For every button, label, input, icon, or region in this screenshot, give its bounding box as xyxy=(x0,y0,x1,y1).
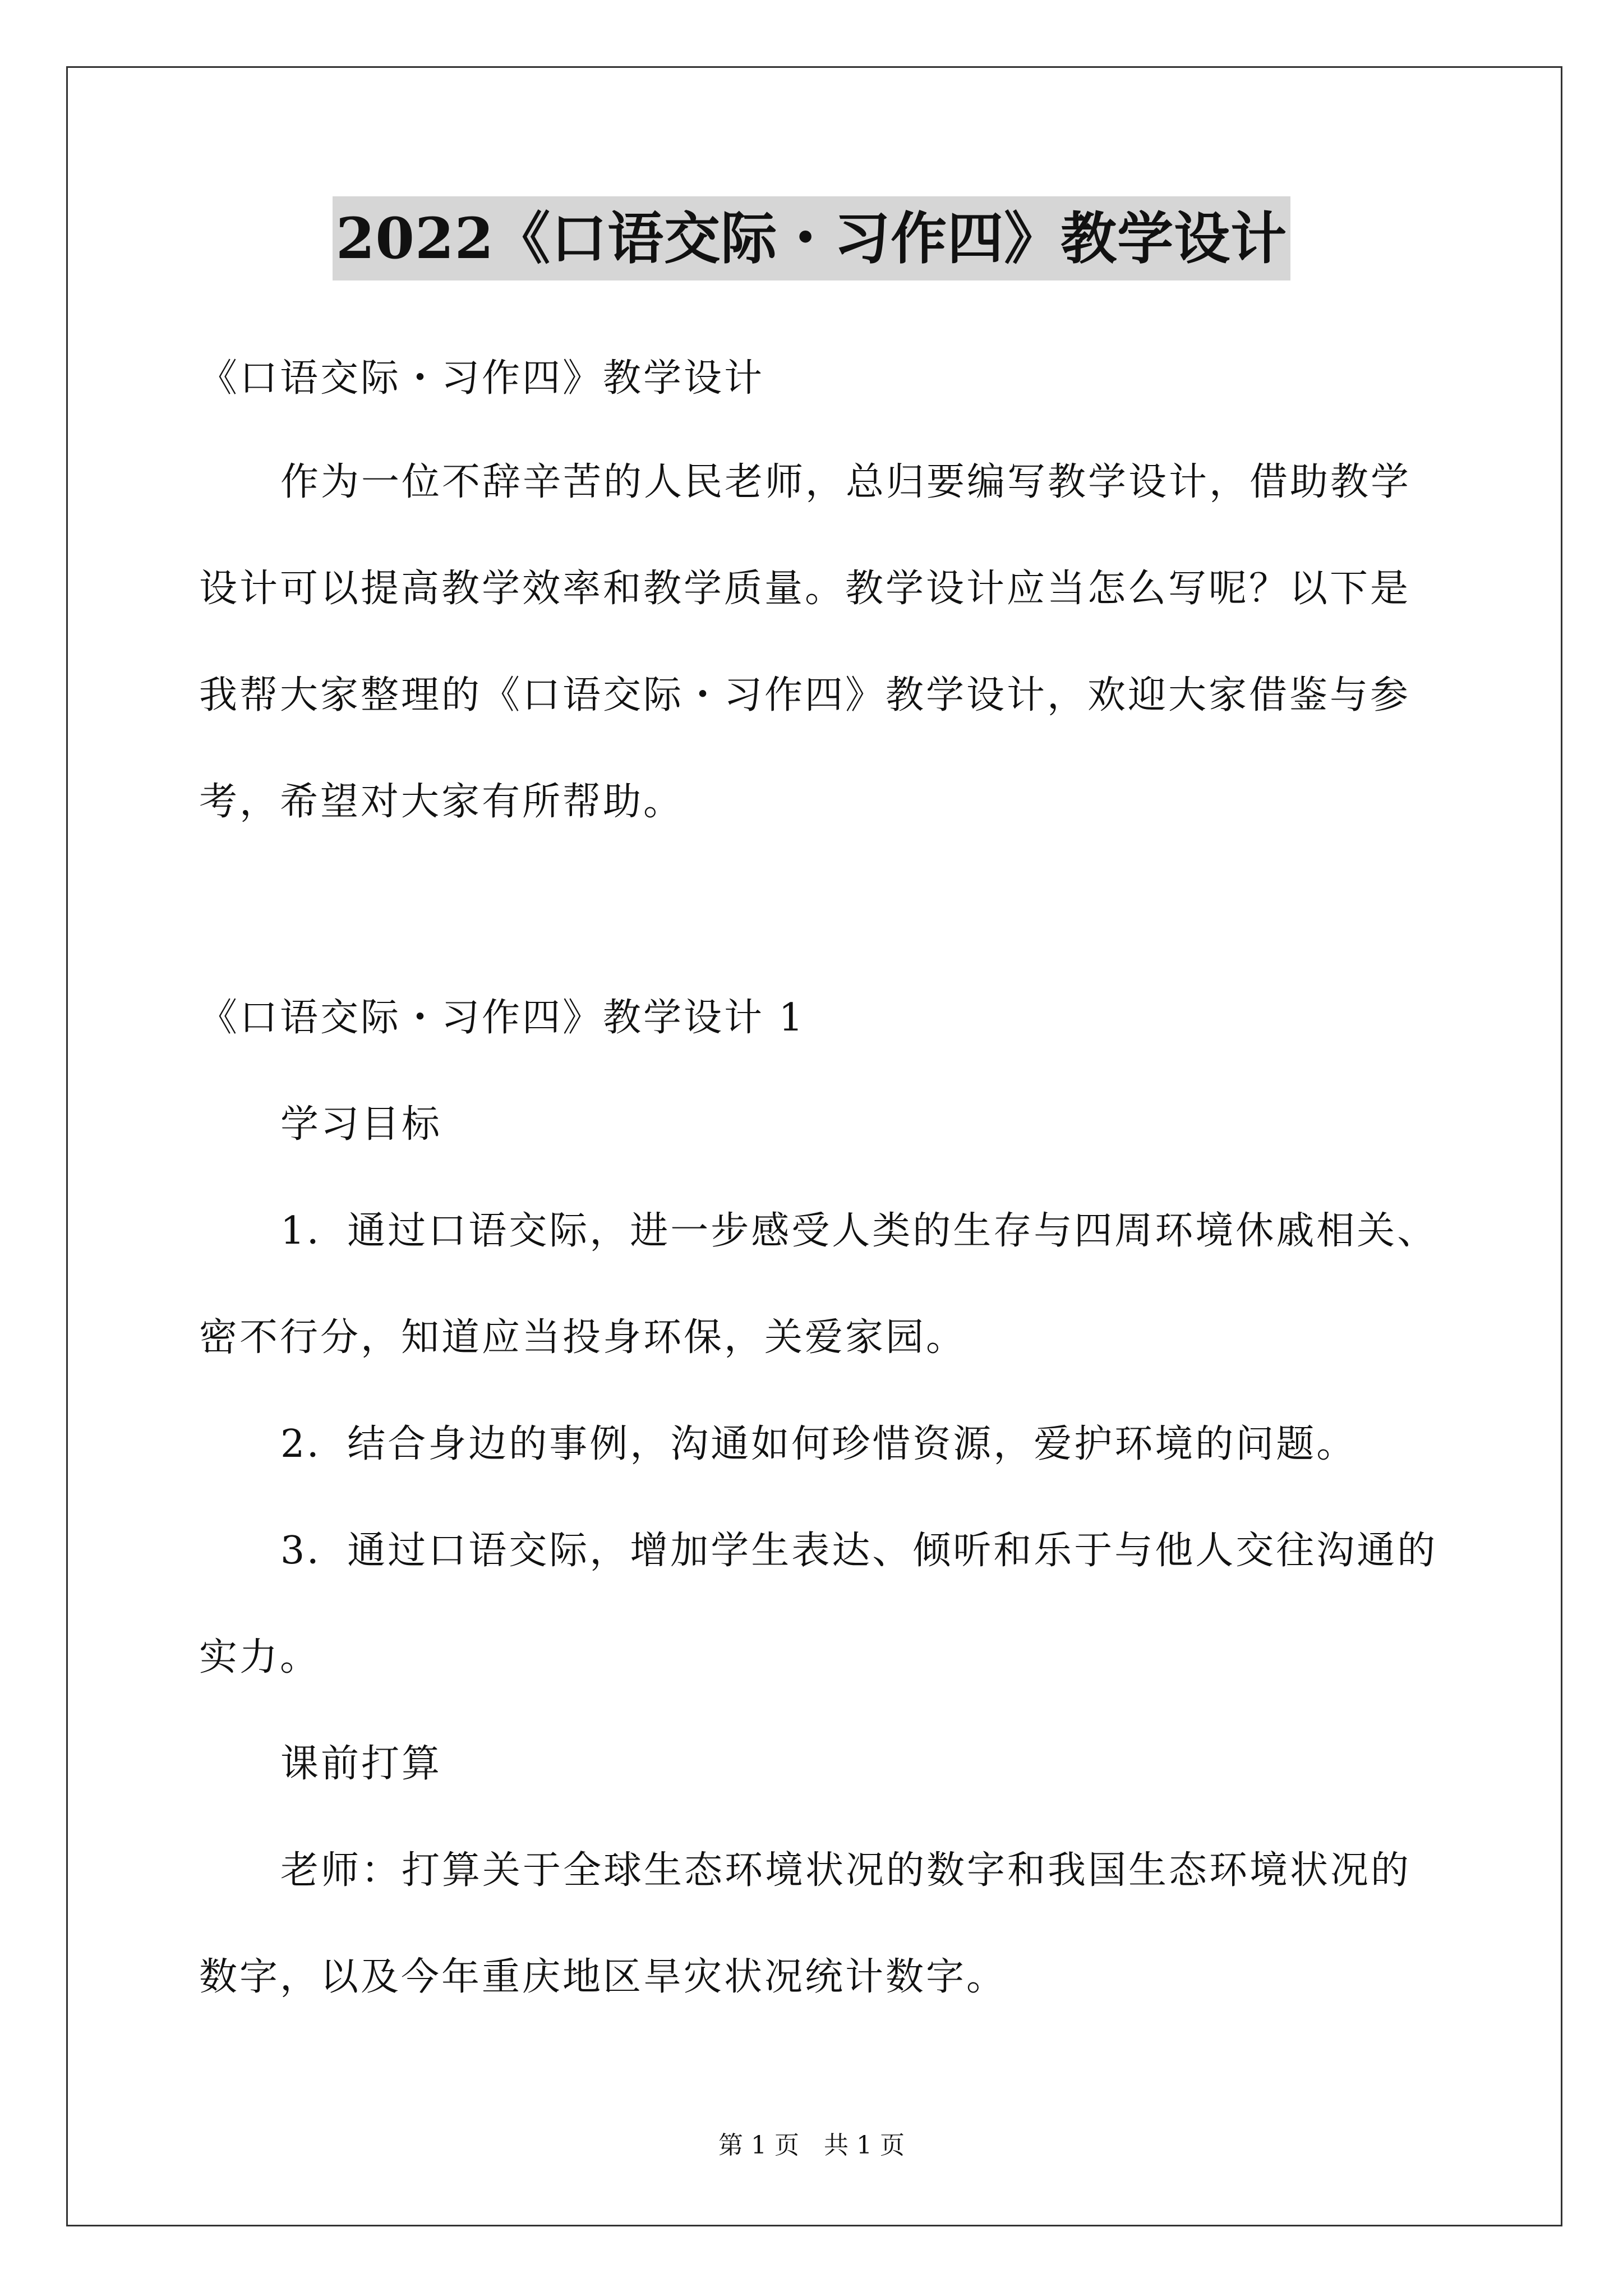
page-footer: 第 1 页 共 1 页 xyxy=(718,2131,905,2160)
list-item-line: 密不行分，知道应当投身环保，关爱家园。 xyxy=(199,1315,967,1360)
paragraph-line: 考，希望对大家有所帮助。 xyxy=(199,780,684,824)
paragraph-line: 设计可以提高教学效率和教学质量。教学设计应当怎么写呢？以下是 xyxy=(199,567,1411,611)
paragraph-line: 我帮大家整理的《口语交际・习作四》教学设计，欢迎大家借鉴与参 xyxy=(199,673,1411,717)
list-item-line: 1．通过口语交际，进一步感受人类的生存与四周环境休戚相关、 xyxy=(280,1209,1438,1253)
paragraph-line: 作为一位不辞辛苦的人民老师，总归要编写教学设计，借助教学 xyxy=(280,460,1412,504)
list-item-line: 实力。 xyxy=(199,1635,321,1680)
paragraph-line: 数字，以及今年重庆地区旱灾状况统计数字。 xyxy=(199,1955,1007,1999)
paragraph-line: 老师：打算关于全球生态环境状况的数字和我国生态环境状况的 xyxy=(280,1848,1412,1893)
list-item-line: 2．结合身边的事例，沟通如何珍惜资源，爱护环境的问题。 xyxy=(280,1422,1357,1466)
title-container xyxy=(0,196,1623,280)
document-title: 2022《口语交际・习作四》教学设计 xyxy=(333,196,1290,280)
section-subheading: 学习目标 xyxy=(280,1102,442,1147)
section-heading: 《口语交际・习作四》教学设计 1 xyxy=(199,996,805,1040)
section-subheading: 课前打算 xyxy=(280,1742,442,1786)
list-item-line: 3．通过口语交际，增加学生表达、倾听和乐于与他人交往沟通的 xyxy=(280,1529,1438,1573)
subtitle-line: 《口语交际・习作四》教学设计 xyxy=(199,356,765,401)
